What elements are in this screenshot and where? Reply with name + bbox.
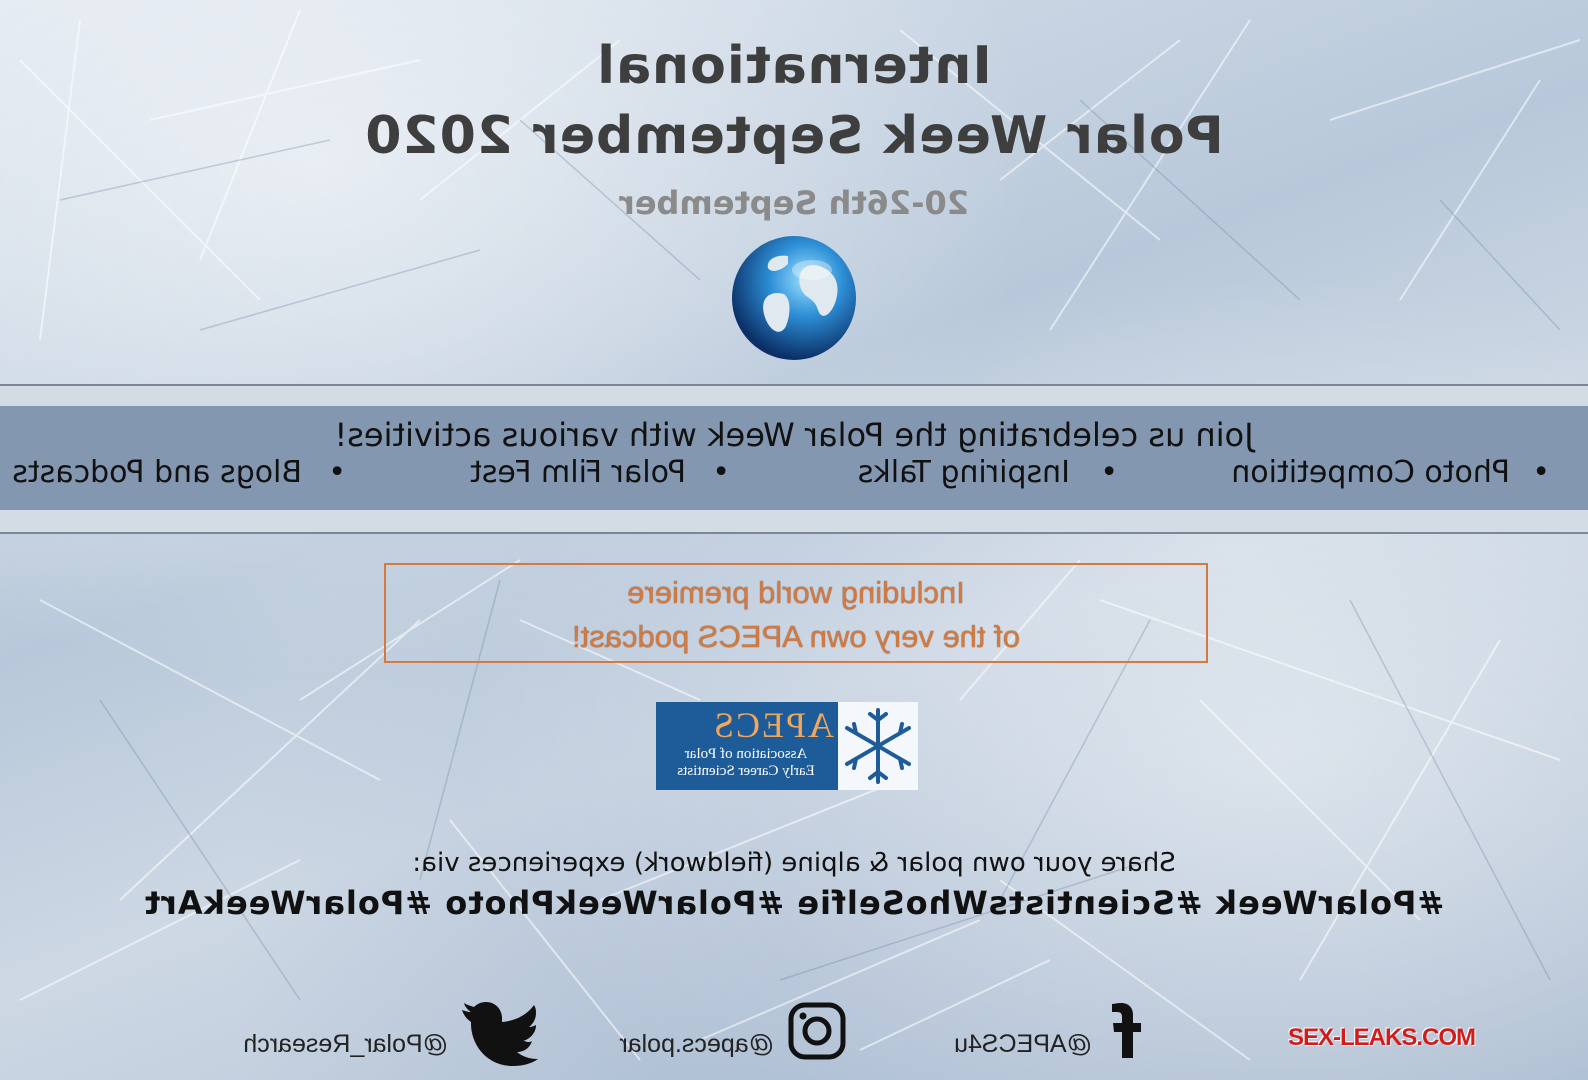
logo-name: APECS	[711, 705, 834, 745]
facebook-icon[interactable]	[1110, 1002, 1142, 1058]
twitter-icon[interactable]	[460, 1002, 538, 1066]
activity-blogs-podcasts: Blogs and Podcasts	[12, 455, 302, 490]
promo-line1: Including world premiere	[627, 575, 965, 610]
twitter-handle[interactable]: @Polar_Research	[243, 1030, 448, 1058]
globe-icon	[730, 234, 858, 362]
instagram-handle[interactable]: @apecs.polar	[619, 1030, 774, 1058]
activity-photo-competition: Photo Competition	[1231, 455, 1510, 490]
logo-sub-line1: Association of Polar	[684, 746, 808, 762]
poster-dates: 20-26th September	[619, 184, 969, 222]
band-heading: Join us celebrating the Polar Week with various activities!	[334, 416, 1254, 454]
share-text: Share your own polar & alpine (fieldwork) experiences via:	[412, 848, 1176, 878]
instagram-icon[interactable]	[788, 1002, 846, 1060]
apecs-logo	[656, 702, 918, 790]
poster-title-line1: International	[596, 36, 992, 96]
bullet-4: •	[328, 455, 346, 490]
activity-inspiring-talks: Inspiring Talks	[857, 455, 1070, 490]
snowflake-icon	[838, 702, 918, 790]
bullet-3: •	[712, 455, 730, 490]
promo-box	[384, 563, 1208, 663]
bullet-2: •	[1100, 455, 1118, 490]
poster-title-line2: Polar Week September 2020	[364, 106, 1224, 166]
logo-sub-line2: Early Career Scientists	[677, 763, 815, 779]
logo-subtitle	[658, 746, 834, 780]
facebook-handle[interactable]: @APECS4u	[954, 1030, 1092, 1058]
activity-polar-film-fest: Polar Film Fest	[470, 455, 686, 490]
watermark: SEX-LEAKS.COM	[1288, 1024, 1476, 1051]
bullet-1: •	[1532, 455, 1550, 490]
promo-line2: of the very own APECS podcast!	[571, 619, 1021, 654]
hashtags: #PolarWeek #ScientistsWhoSelfie #PolarWeekPhoto #PolarWeekArt	[143, 884, 1445, 922]
